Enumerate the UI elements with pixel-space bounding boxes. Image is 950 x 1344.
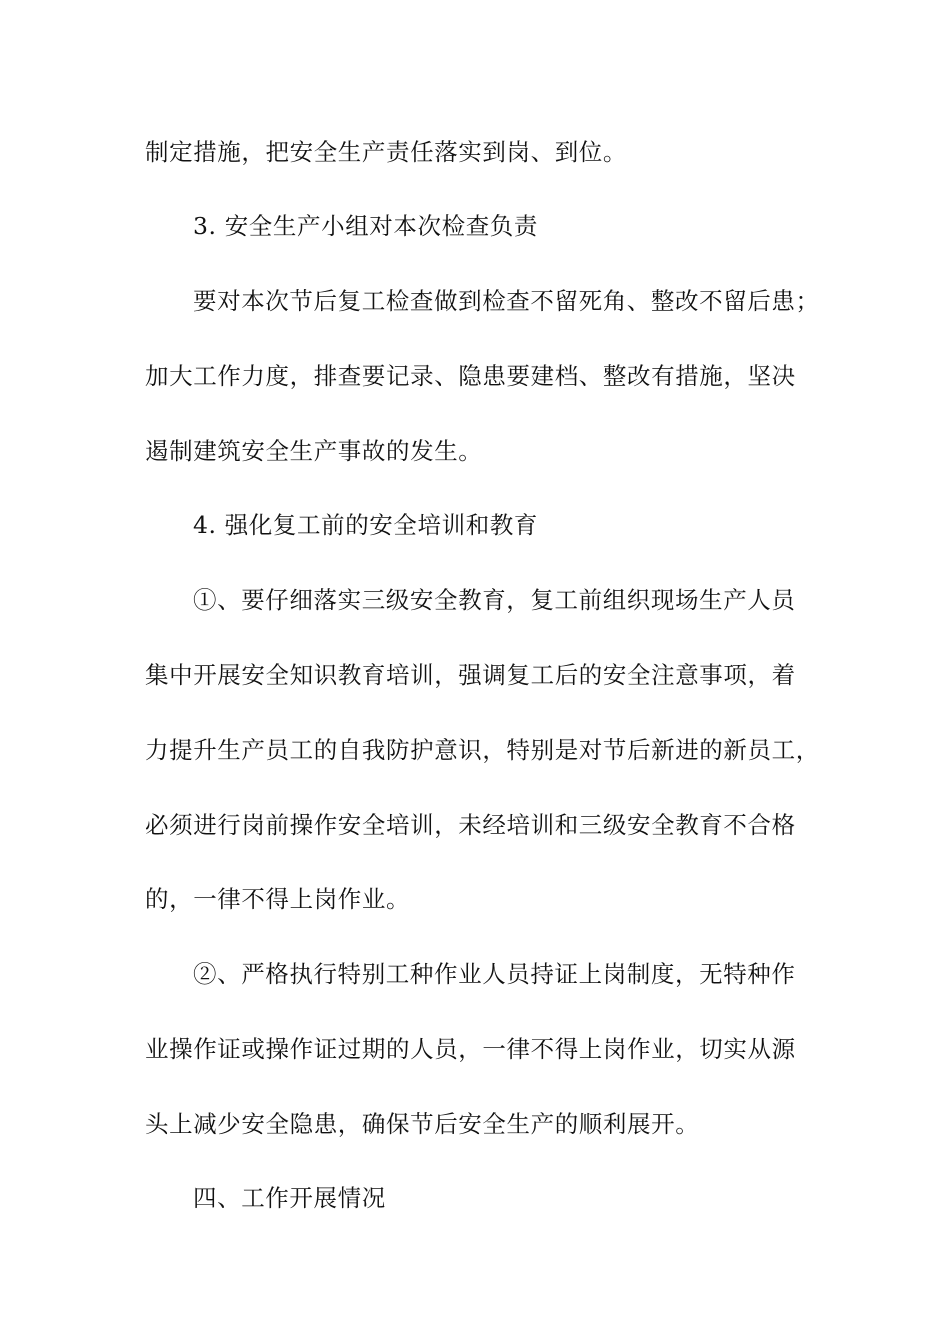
paragraph-line: 遏制建筑安全生产事故的发生。 <box>145 437 483 465</box>
chapter-heading-4: 四、工作开展情况 <box>193 1184 386 1212</box>
paragraph-line: 业操作证或操作证过期的人员，一律不得上岗作业，切实从源 <box>145 1035 796 1063</box>
paragraph-line: ①、要仔细落实三级安全教育，复工前组织现场生产人员 <box>193 586 796 614</box>
paragraph-line: ②、严格执行特别工种作业人员持证上岗制度，无特种作 <box>193 960 796 988</box>
paragraph-line: 制定措施，把安全生产责任落实到岗、到位。 <box>145 138 627 166</box>
paragraph-line: 必须进行岗前操作安全培训，未经培训和三级安全教育不合格 <box>145 811 796 839</box>
paragraph-line: 力提升生产员工的自我防护意识，特别是对节后新进的新员工， <box>145 736 820 764</box>
paragraph-line: 的，一律不得上岗作业。 <box>145 885 411 913</box>
paragraph-line: 头上减少安全隐患，确保节后安全生产的顺利展开。 <box>145 1110 700 1138</box>
section-heading-3: 3. 安全生产小组对本次检查负责 <box>193 212 538 240</box>
paragraph-line: 集中开展安全知识教育培训，强调复工后的安全注意事项，着 <box>145 661 796 689</box>
paragraph-line: 要对本次节后复工检查做到检查不留死角、整改不留后患； <box>193 287 820 315</box>
section-heading-4: 4. 强化复工前的安全培训和教育 <box>193 511 538 539</box>
paragraph-line: 加大工作力度，排查要记录、隐患要建档、整改有措施，坚决 <box>145 362 796 390</box>
